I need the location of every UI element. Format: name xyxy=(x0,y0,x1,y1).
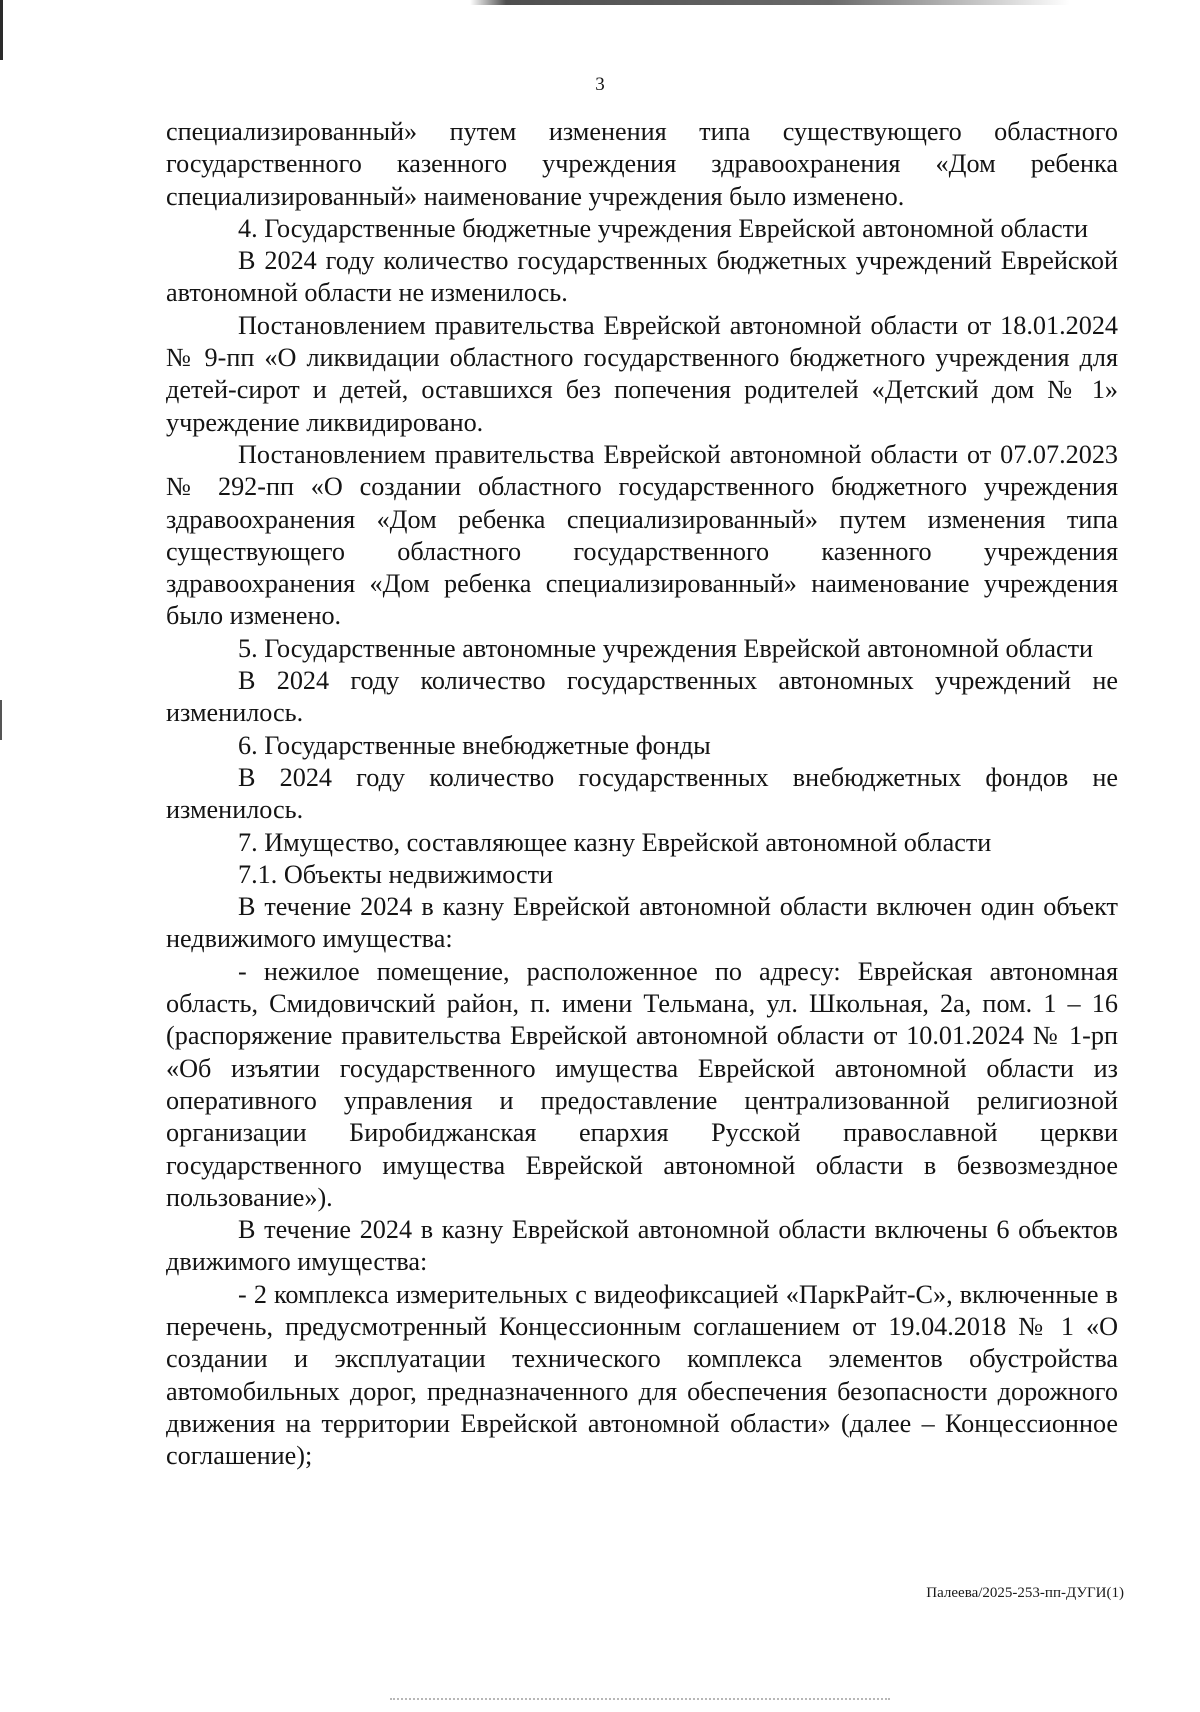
paragraph: В 2024 году количество государственных бюджетных учреждений Еврейской автономной области не изменилось. xyxy=(166,246,1118,308)
scan-edge-mark xyxy=(0,0,3,60)
list-item: - 2 комплекса измерительных с видеофиксацией «ПаркРайт-С», включенные в перечень, предусмотренный Концессионным соглашением от 19.04.2018 № 1 «О создании и эксплуатации технического комплекса элементов обустройства автомобильных дорог, предназначенного для обеспечения безопасности дорожного движения на территории Еврейской автономной области» (далее – Концессионное соглашение); xyxy=(166,1279,1118,1471)
scan-bottom-mark xyxy=(390,1698,890,1702)
section-heading: 6. Государственные внебюджетные фонды xyxy=(238,730,711,760)
document-footer-code: Палеева/2025-253-пп-ДУГИ(1) xyxy=(926,1585,1124,1601)
scan-edge-mark xyxy=(0,700,2,740)
document-body xyxy=(166,116,1118,1472)
paragraph: специализированный» путем изменения типа существующего областного государственного казенного учреждения здравоохранения «Дом ребенка специализированный» наименование учреждения было изменено. xyxy=(166,117,1118,211)
page-number: 3 xyxy=(595,74,605,95)
paragraph: В 2024 году количество государственных автономных учреждений не изменилось. xyxy=(166,666,1118,728)
list-item: - нежилое помещение, расположенное по адресу: Еврейская автономная область, Смидовичский район, п. имени Тельмана, ул. Школьная, 2а, пом. 1 – 16 (распоряжение правительства Еврейской автономной области от 10.01.2024 № 1-рп «Об изъятии государственного имущества Еврейской автономной области из оперативного управления и предоставление централизованной религиозной организации Биробиджанская епархия Русской православной церкви государственного имущества Еврейской автономной области в безвозмездное пользование»). xyxy=(166,956,1118,1212)
paragraph: В течение 2024 в казну Еврейской автономной области включены 6 объектов движимого имущества: xyxy=(166,1215,1118,1277)
paragraph: В течение 2024 в казну Еврейской автономной области включен один объект недвижимого имущества: xyxy=(166,892,1118,954)
paragraph: В 2024 году количество государственных внебюджетных фондов не изменилось. xyxy=(166,762,1118,825)
subsection-heading: 7.1. Объекты недвижимости xyxy=(238,859,554,889)
section-heading: 7. Имущество, составляющее казну Еврейской автономной области xyxy=(238,827,992,857)
section-heading: 4. Государственные бюджетные учреждения Еврейской автономной области xyxy=(238,213,1089,243)
section-heading: 5. Государственные автономные учреждения Еврейской автономной области xyxy=(238,633,1094,663)
paragraph: Постановлением правительства Еврейской автономной области от 18.01.2024 № 9-пп «О ликвидации областного государственного бюджетного учреждения для детей-сирот и детей, оставшихся без попечения родителей «Детский дом № 1» учреждение ликвидировано. xyxy=(166,310,1118,437)
scan-top-shadow xyxy=(470,0,1070,5)
paragraph: Постановлением правительства Еврейской автономной области от 07.07.2023 № 292-пп «О создании областного государственного бюджетного учреждения здравоохранения «Дом ребенка специализированный» путем изменения типа существующего областного государственного казенного учреждения здравоохранения «Дом ребенка специализированный» наименование учреждения было изменено. xyxy=(166,439,1118,631)
